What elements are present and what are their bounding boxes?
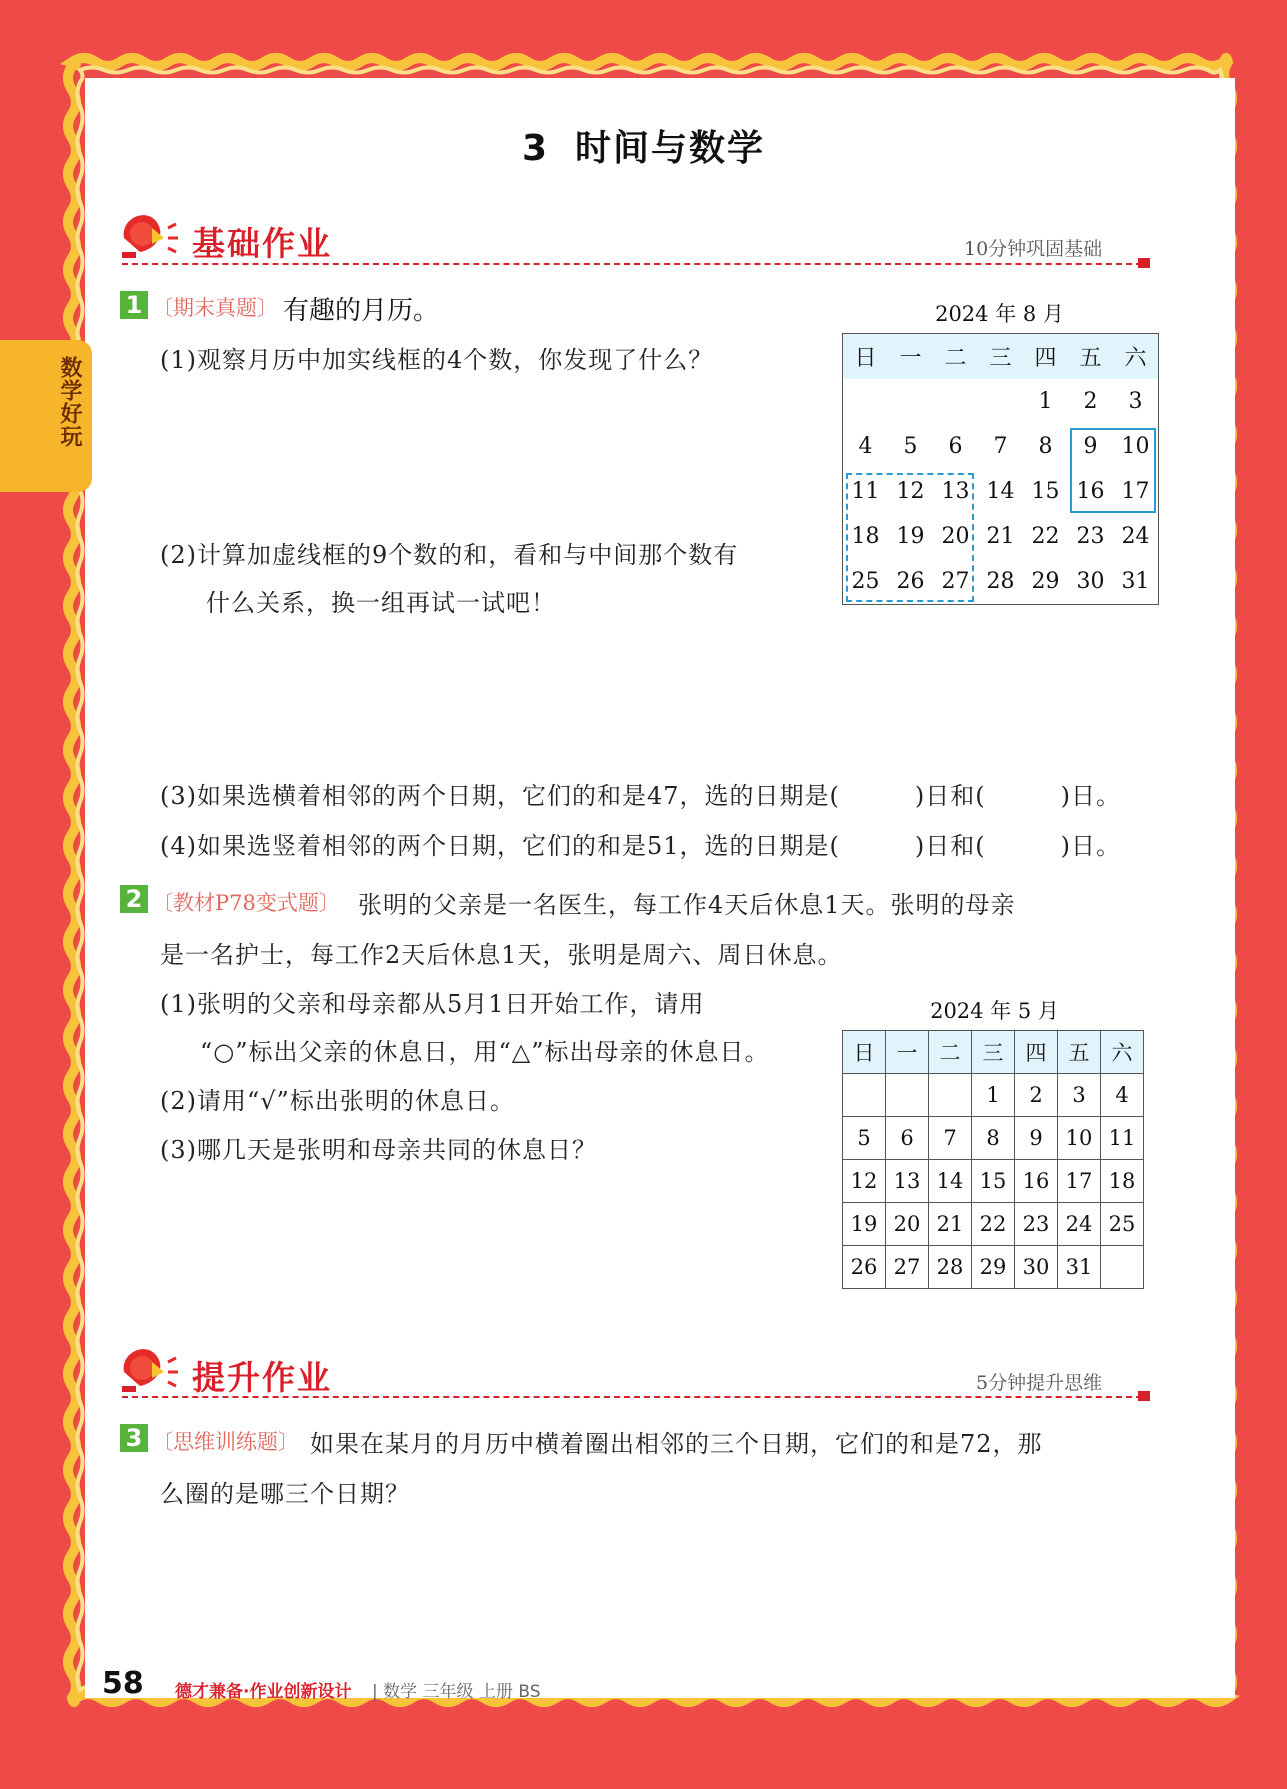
date-cell	[886, 1074, 929, 1117]
lesson-number: 3	[521, 128, 550, 169]
date-cell: 28	[929, 1246, 972, 1289]
weekday: 二	[933, 334, 978, 380]
date-cell: 12	[843, 1160, 886, 1203]
dashed-frame-box	[846, 473, 974, 602]
date-cell: 12	[896, 479, 925, 504]
date-cell: 27	[941, 569, 970, 594]
date-cell	[933, 379, 978, 424]
question-tag: 〔期末真题〕	[152, 296, 278, 320]
date-cell: 28	[986, 569, 1015, 594]
lightbulb-icon	[118, 208, 180, 260]
date-cell: 9	[1015, 1117, 1058, 1160]
date-cell: 4	[1101, 1074, 1144, 1117]
date-cell: 13	[886, 1160, 929, 1203]
date-cell: 1	[1038, 389, 1053, 414]
lesson-title-text: 时间与数学	[575, 128, 766, 169]
divider-end	[1138, 258, 1150, 268]
date-cell: 31	[1121, 569, 1150, 594]
date-cell: 17	[1058, 1160, 1101, 1203]
date-cell: 22	[1031, 524, 1060, 549]
weekday: 一	[886, 1031, 929, 1074]
date-cell: 27	[886, 1246, 929, 1289]
lesson-title	[0, 120, 1287, 171]
question-text: 如果在某月的月历中横着圈出相邻的三个日期，它们的和是72，那	[310, 1430, 1043, 1458]
date-cell: 9	[1083, 434, 1098, 459]
date-cell: 29	[1031, 569, 1060, 594]
divider-end	[1138, 1391, 1150, 1401]
date-cell: 30	[1076, 569, 1105, 594]
date-cell: 21	[929, 1203, 972, 1246]
date-cell: 24	[1121, 524, 1150, 549]
question-part-4: (4)如果选竖着相邻的两个日期，它们的和是51，选的日期是( )日和( )日。	[160, 832, 1121, 860]
date-cell: 8	[972, 1117, 1015, 1160]
page-number: 58	[102, 1666, 144, 1701]
date-cell: 20	[941, 524, 970, 549]
date-cell: 29	[972, 1246, 1015, 1289]
question-number: 2	[120, 885, 148, 913]
weekday: 三	[978, 334, 1023, 380]
date-cell: 14	[929, 1160, 972, 1203]
weekday: 日	[843, 334, 889, 380]
weekday: 五	[1068, 334, 1113, 380]
date-cell: 6	[886, 1117, 929, 1160]
date-cell: 2	[1015, 1074, 1058, 1117]
date-cell: 22	[972, 1203, 1015, 1246]
question-part-1-cont: “○”标出父亲的休息日，用“△”标出母亲的休息日。	[200, 1038, 770, 1066]
date-cell: 10	[1121, 434, 1150, 459]
date-cell: 26	[896, 569, 925, 594]
weekday: 二	[929, 1031, 972, 1074]
weekday: 六	[1113, 334, 1159, 380]
date-cell: 21	[986, 524, 1015, 549]
date-cell: 14	[986, 479, 1015, 504]
date-cell: 31	[1058, 1246, 1101, 1289]
question-part-1: (1)张明的父亲和母亲都从5月1日开始工作，请用	[160, 990, 705, 1018]
date-cell: 23	[1076, 524, 1105, 549]
date-cell: 18	[851, 524, 880, 549]
question-part-3: (3)如果选横着相邻的两个日期，它们的和是47，选的日期是( )日和( )日。	[160, 782, 1121, 810]
section-basic-note: 10分钟巩固基础	[964, 238, 1103, 260]
date-cell	[843, 1074, 886, 1117]
question-text-cont: 么圈的是哪三个日期？	[160, 1480, 410, 1508]
date-cell	[1101, 1246, 1144, 1289]
date-cell: 5	[843, 1117, 886, 1160]
weekday: 六	[1101, 1031, 1144, 1074]
date-cell: 11	[851, 479, 880, 504]
date-cell: 20	[886, 1203, 929, 1246]
calendar-may	[842, 1030, 1144, 1289]
question-text: 有趣的月历。	[283, 296, 440, 326]
date-cell: 25	[851, 569, 880, 594]
date-cell: 13	[941, 479, 970, 504]
question-tag: 〔思维训练题〕	[152, 1430, 299, 1454]
date-cell: 4	[858, 434, 873, 459]
lightbulb-icon	[118, 1342, 180, 1394]
calendar-caption: 2024 年 8 月	[935, 302, 1064, 326]
question-number: 3	[120, 1424, 148, 1452]
date-cell: 16	[1076, 479, 1105, 504]
question-tag: 〔教材P78变式题〕	[152, 891, 340, 915]
weekday: 四	[1015, 1031, 1058, 1074]
date-cell: 7	[929, 1117, 972, 1160]
question-part-2: (2)计算加虚线框的9个数的和，看和与中间那个数有	[160, 541, 739, 569]
date-cell: 2	[1083, 389, 1098, 414]
weekday: 五	[1058, 1031, 1101, 1074]
footer-brand: 德才兼备·作业创新设计	[175, 1682, 352, 1702]
date-cell	[929, 1074, 972, 1117]
date-cell: 30	[1015, 1246, 1058, 1289]
date-cell: 15	[972, 1160, 1015, 1203]
question-part-2-cont: 什么关系，换一组再试一试吧！	[206, 589, 556, 617]
weekday: 日	[843, 1031, 886, 1074]
section-basic-title: 基础作业	[192, 224, 332, 263]
section-basic-divider	[122, 263, 1142, 265]
question-part-2: (2)请用“√”标出张明的休息日。	[160, 1087, 515, 1115]
date-cell: 10	[1058, 1117, 1101, 1160]
date-cell: 19	[843, 1203, 886, 1246]
date-cell	[843, 379, 889, 424]
footer-course-info: | 数学 三年级 上册 BS	[372, 1682, 541, 1702]
date-cell: 19	[896, 524, 925, 549]
weekday: 三	[972, 1031, 1015, 1074]
side-tab-label: 数学好玩	[57, 356, 82, 448]
date-cell: 23	[1015, 1203, 1058, 1246]
solid-frame-box	[1070, 428, 1156, 513]
date-cell: 15	[1031, 479, 1060, 504]
date-cell: 16	[1015, 1160, 1058, 1203]
date-cell: 6	[948, 434, 963, 459]
date-cell: 3	[1128, 389, 1143, 414]
date-cell: 18	[1101, 1160, 1144, 1203]
side-tab	[0, 340, 92, 492]
date-cell: 17	[1121, 479, 1150, 504]
weekday: 四	[1023, 334, 1068, 380]
date-cell: 11	[1101, 1117, 1144, 1160]
date-cell: 3	[1058, 1074, 1101, 1117]
date-cell	[978, 379, 1023, 424]
date-cell: 26	[843, 1246, 886, 1289]
date-cell: 8	[1038, 434, 1053, 459]
question-part-1: (1)观察月历中加实线框的4个数，你发现了什么？	[160, 346, 714, 374]
section-advanced-divider	[122, 1396, 1142, 1398]
section-advanced-title: 提升作业	[192, 1358, 332, 1397]
question-text-cont: 是一名护士，每工作2天后休息1天，张明是周六、周日休息。	[160, 941, 843, 969]
weekday: 一	[888, 334, 933, 380]
date-cell: 7	[993, 434, 1008, 459]
question-part-3: (3)哪几天是张明和母亲共同的休息日？	[160, 1136, 597, 1164]
date-cell	[888, 379, 933, 424]
question-text: 张明的父亲是一名医生，每工作4天后休息1天。张明的母亲	[358, 891, 1016, 919]
section-advanced-note: 5分钟提升思维	[976, 1372, 1103, 1394]
date-cell: 25	[1101, 1203, 1144, 1246]
date-cell: 24	[1058, 1203, 1101, 1246]
question-number: 1	[120, 291, 148, 319]
calendar-caption: 2024 年 5 月	[930, 999, 1059, 1023]
date-cell: 5	[903, 434, 918, 459]
date-cell: 1	[972, 1074, 1015, 1117]
